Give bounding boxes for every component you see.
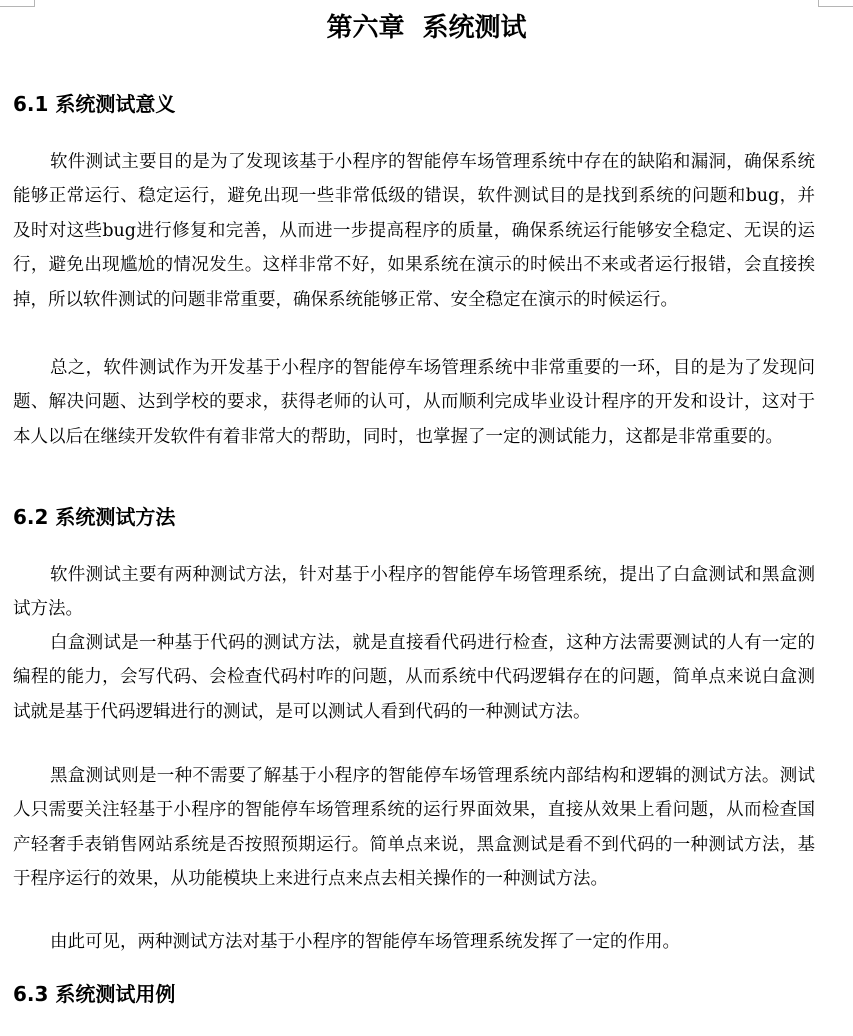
- section-heading-6-3: 6.3 系统测试用例: [13, 982, 176, 1006]
- page-corner-mark-right: [818, 0, 853, 7]
- section-heading-6-1: 6.1 系统测试意义: [13, 92, 176, 116]
- paragraph-6-2-3: 黑盒测试则是一种不需要了解基于小程序的智能停车场管理系统内部结构和逻辑的测试方法。测试人只需要关注轻基于小程序的智能停车场管理系统的运行界面效果，直接从效果上看问题，从而检查国产轻奢手表销售网站系统是否按照预期运行。简单点来说，黑盒测试是看不到代码的一种测试方法，基于程序运行的效果，从功能模块上来进行点来点去相关操作的一种测试方法。: [13, 766, 815, 890]
- paragraph-6-2-2: 白盒测试是一种基于代码的测试方法，就是直接看代码进行检查，这种方法需要测试的人有一定的编程的能力，会写代码、会检查代码村咋的问题，从而系统中代码逻辑存在的问题，简单点来说白盒测试就是基于代码逻辑进行的测试，是可以测试人看到代码的一种测试方法。: [13, 633, 815, 722]
- page-corner-mark-left: [0, 0, 35, 7]
- paragraph-6-2-1: 软件测试主要有两种测试方法，针对基于小程序的智能停车场管理系统，提出了白盒测试和黑盒测试方法。: [13, 565, 815, 620]
- paragraph-6-1-1: 软件测试主要目的是为了发现该基于小程序的智能停车场管理系统中存在的缺陷和漏洞，确保系统能够正常运行、稳定运行，避免出现一些非常低级的错误，软件测试目的是找到系统的问题和bug，并及时对这些bug进行修复和完善，从而进一步提高程序的质量，确保系统运行能够安全稳定、无误的运行，避免出现尴尬的情况发生。这样非常不好，如果系统在演示的时候出不来或者运行报错，会直接挨掉，所以软件测试的问题非常重要，确保系统能够正常、安全稳定在演示的时候运行。: [13, 152, 815, 310]
- paragraph-6-1-2: 总之，软件测试作为开发基于小程序的智能停车场管理系统中非常重要的一环，目的是为了发现问题、解决问题、达到学校的要求，获得老师的认可，从而顺利完成毕业设计程序的开发和设计，这对于本人以后在继续开发软件有着非常大的帮助，同时，也掌握了一定的测试能力，这都是非常重要的。: [13, 358, 815, 447]
- paragraph-6-2-4: 由此可见，两种测试方法对基于小程序的智能停车场管理系统发挥了一定的作用。: [50, 932, 680, 952]
- section-heading-6-2: 6.2 系统测试方法: [13, 505, 176, 529]
- chapter-title: 第六章 系统测试: [326, 13, 527, 43]
